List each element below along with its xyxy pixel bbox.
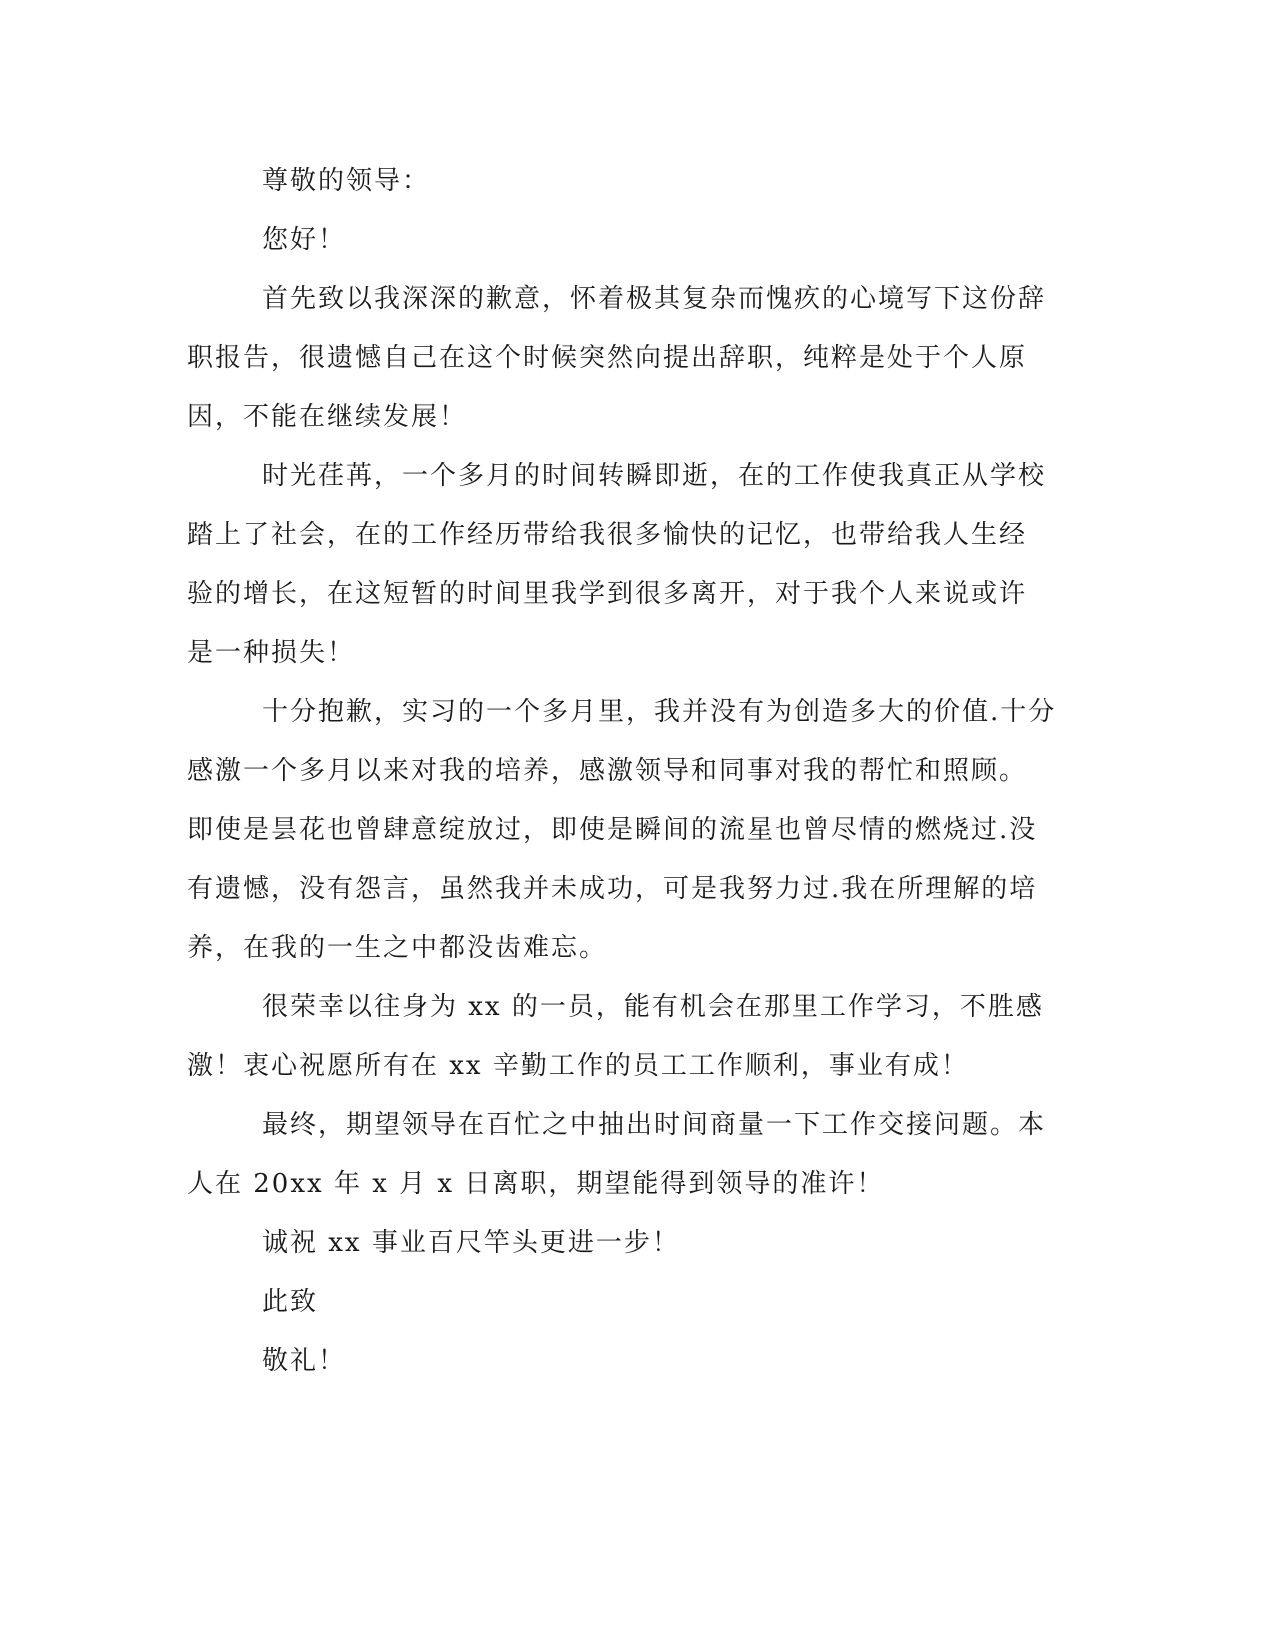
salutation: 尊敬的领导：: [262, 166, 431, 196]
paragraph-3-line-1: 十分抱歉，实习的一个多月里，我并没有为创造多大的价值.十分: [262, 697, 1057, 727]
paragraph-2-line-4: 是一种损失！: [187, 638, 356, 668]
paragraph-5-line-1: 最终，期望领导在百忙之中抽出时间商量一下工作交接问题。本: [262, 1110, 1047, 1140]
paragraph-5-line-2: 人在 20xx 年 x 月 x 日离职，期望能得到领导的准许！: [187, 1169, 885, 1199]
paragraph-1-line-3: 因，不能在继续发展！: [187, 402, 468, 432]
paragraph-4-line-2: 激！衷心祝愿所有在 xx 辛勤工作的员工工作顺利，事业有成！: [187, 1051, 969, 1081]
paragraph-2-line-1: 时光荏苒，一个多月的时间转瞬即逝，在的工作使我真正从学校: [262, 461, 1047, 491]
paragraph-3-line-4: 有遗憾，没有怨言，虽然我并未成功，可是我努力过.我在所理解的培: [187, 874, 1038, 904]
paragraph-2-line-3: 验的增长，在这短暂的时间里我学到很多离开，对于我个人来说或许: [187, 579, 1028, 609]
closing-phrase: 此致: [262, 1287, 319, 1317]
closing-wish: 诚祝 xx 事业百尺竿头更进一步！: [262, 1228, 680, 1258]
paragraph-2-line-2: 踏上了社会，在的工作经历带给我很多愉快的记忆，也带给我人生经: [187, 520, 1028, 550]
paragraph-4-line-1: 很荣幸以往身为 xx 的一员，能有机会在那里工作学习，不胜感: [262, 992, 1044, 1022]
closing-salute: 敬礼！: [262, 1346, 347, 1376]
paragraph-3-line-2: 感激一个多月以来对我的培养，感激领导和同事对我的帮忙和照顾。: [187, 756, 1028, 786]
paragraph-3-line-3: 即使是昙花也曾肆意绽放过，即使是瞬间的流星也曾尽情的燃烧过.没: [187, 815, 1038, 845]
paragraph-3-line-5: 养，在我的一生之中都没齿难忘。: [187, 933, 608, 963]
paragraph-1-line-2: 职报告，很遗憾自己在这个时候突然向提出辞职，纯粹是处于个人原: [187, 343, 1028, 373]
greeting: 您好！: [262, 225, 347, 255]
paragraph-1-line-1: 首先致以我深深的歉意，怀着极其复杂而愧疚的心境写下这份辞: [262, 284, 1047, 314]
